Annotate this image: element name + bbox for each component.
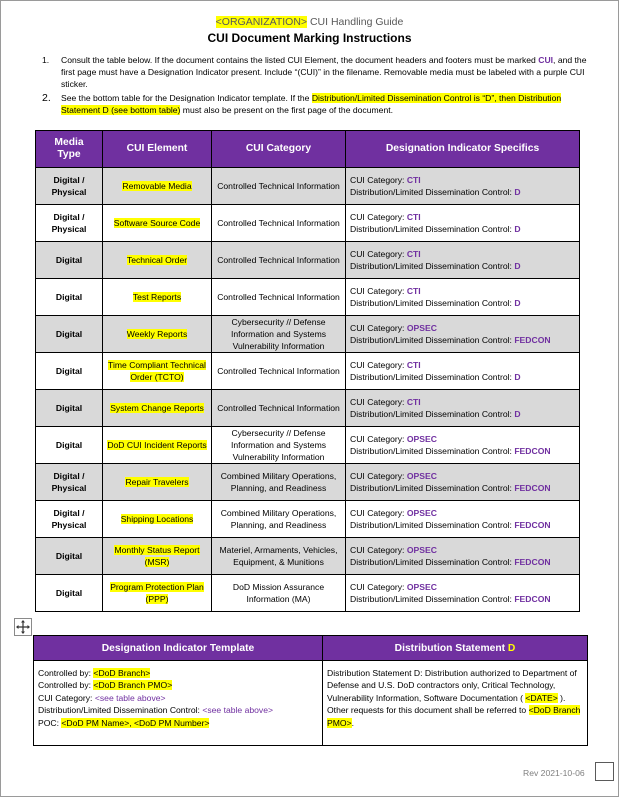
cui-category-cell: Combined Military Operations, Planning, and Readiness xyxy=(212,501,346,538)
cui-element-cell xyxy=(103,575,212,612)
spec-dissemination-value: FEDCON xyxy=(514,483,551,493)
spec-category-value: CTI xyxy=(406,397,421,407)
cui-category-cell: Controlled Technical Information xyxy=(212,353,346,390)
designation-specifics-cell xyxy=(346,205,580,242)
media-type-cell: Digital xyxy=(36,575,103,612)
spec-dissemination-label: Distribution/Limited Dissemination Control: xyxy=(350,224,515,234)
media-type-cell: Digital xyxy=(36,538,103,575)
spec-dissemination-label: Distribution/Limited Dissemination Control: xyxy=(350,520,515,530)
cui-category-cell: Controlled Technical Information xyxy=(212,242,346,279)
cui-category-cell: DoD Mission Assurance Information (MA) xyxy=(212,575,346,612)
cui-element-label: Program Protection Plan (PPP) xyxy=(110,582,204,604)
cui-category-cell: Combined Military Operations, Planning, and Readiness xyxy=(212,464,346,501)
cui-element-label: System Change Reports xyxy=(110,403,204,413)
page-title: CUI Document Marking Instructions xyxy=(207,31,412,45)
cui-element-cell xyxy=(103,205,212,242)
header-designation-specifics: Designation Indicator Specifics xyxy=(346,131,580,168)
spec-category-value: OPSEC xyxy=(406,508,437,518)
cui-element-label: Software Source Code xyxy=(113,218,201,228)
cui-element-cell xyxy=(103,427,212,464)
spec-dissemination-value: D xyxy=(514,372,521,382)
table-row xyxy=(36,575,580,612)
statement-text-c: . xyxy=(351,717,354,728)
media-type-cell: Digital xyxy=(36,242,103,279)
guide-label: CUI Handling Guide xyxy=(309,16,404,28)
cui-category-cell: Controlled Technical Information xyxy=(212,168,346,205)
designation-specifics-cell xyxy=(346,279,580,316)
media-type-cell: Digital xyxy=(36,390,103,427)
table-header-row xyxy=(36,131,580,168)
designation-specifics-cell xyxy=(346,538,580,575)
designation-specifics-cell xyxy=(346,575,580,612)
spec-category-value: OPSEC xyxy=(406,434,437,444)
header-media-type: Media Type xyxy=(36,131,103,168)
spec-dissemination-label: Distribution/Limited Dissemination Control: xyxy=(350,335,515,345)
spec-category-value: CTI xyxy=(406,249,421,259)
cui-element-cell xyxy=(103,316,212,353)
cui-element-label: Technical Order xyxy=(126,255,188,265)
spec-category-label: CUI Category: xyxy=(350,508,407,518)
instruction-2 xyxy=(40,92,595,116)
spec-category-value: CTI xyxy=(406,175,421,185)
controlled-by-pmo: <DoD Branch PMO> xyxy=(93,680,173,691)
instruction-1-text-a: Consult the table below. If the document contains the listed CUI Element, the document headers and footers must be marked xyxy=(61,55,539,65)
cui-element-cell xyxy=(103,464,212,501)
spec-category-label: CUI Category: xyxy=(350,471,407,481)
cui-category-cell: Controlled Technical Information xyxy=(212,279,346,316)
spec-dissemination-label: Distribution/Limited Dissemination Control: xyxy=(350,261,515,271)
spec-dissemination-value: FEDCON xyxy=(514,594,551,604)
instruction-2-highlight: Distribution/Limited Dissemination Control is “D”, then Distribution Statement D (see bottom table) xyxy=(61,93,562,115)
designation-specifics-cell xyxy=(346,427,580,464)
media-type-cell: Digital xyxy=(36,427,103,464)
cui-element-cell xyxy=(103,168,212,205)
table-row xyxy=(36,168,580,205)
designation-specifics-cell xyxy=(346,242,580,279)
media-type-cell: Digital xyxy=(36,316,103,353)
cui-element-label: Shipping Locations xyxy=(120,514,194,524)
spec-dissemination-label: Distribution/Limited Dissemination Control: xyxy=(350,187,515,197)
media-type-cell: Digital / Physical xyxy=(36,168,103,205)
table-move-handle-icon[interactable] xyxy=(14,618,32,636)
cui-element-cell xyxy=(103,501,212,538)
cui-category-cell: Controlled Technical Information xyxy=(212,390,346,427)
spec-dissemination-value: FEDCON xyxy=(514,520,551,530)
distribution-statement-content xyxy=(323,661,588,746)
spec-dissemination-label: Distribution/Limited Dissemination Control: xyxy=(350,298,515,308)
spec-category-label: CUI Category: xyxy=(350,545,407,555)
instruction-list xyxy=(40,54,595,118)
template-content xyxy=(34,661,323,746)
statement-date: <DATE> xyxy=(525,692,558,703)
spec-category-label: CUI Category: xyxy=(350,397,407,407)
cui-category-value: <see table above> xyxy=(94,692,166,703)
controlled-by-label: Controlled by: xyxy=(38,668,94,678)
designation-specifics-cell xyxy=(346,390,580,427)
spec-dissemination-label: Distribution/Limited Dissemination Control: xyxy=(350,594,515,604)
poc-label: POC: xyxy=(38,717,62,728)
statement-pmo: <DoD Branch PMO> xyxy=(327,705,581,728)
designation-specifics-cell xyxy=(346,353,580,390)
cui-element-label: Monthly Status Report (MSR) xyxy=(114,545,200,567)
instruction-1-text-b: , and the first page must have a Designation Indicator present. Include “(CUI)” in the filename. Removable media must be labeled with a purple CUI sticker. xyxy=(61,55,587,89)
spec-category-label: CUI Category: xyxy=(350,212,407,222)
spec-category-value: CTI xyxy=(406,360,421,370)
statement-text-b: ). Other requests for this document shall be referred to xyxy=(327,692,566,716)
cui-element-label: Test Reports xyxy=(132,292,182,302)
distribution-header xyxy=(323,636,588,661)
revision-footer: Rev 2021-10-06 xyxy=(523,768,585,778)
spec-category-value: CTI xyxy=(406,286,421,296)
instruction-1 xyxy=(40,54,595,90)
cui-element-cell xyxy=(103,353,212,390)
table-row xyxy=(36,501,580,538)
spec-dissemination-value: FEDCON xyxy=(514,557,551,567)
spec-dissemination-value: D xyxy=(514,187,521,197)
instruction-1-number: 1. xyxy=(42,55,50,65)
header-cui-element: CUI Element xyxy=(103,131,212,168)
cui-element-label: Time Compliant Technical Order (TCTO) xyxy=(108,360,206,382)
designation-specifics-cell xyxy=(346,168,580,205)
cui-element-label: Weekly Reports xyxy=(126,329,188,339)
distribution-header-label: Distribution Statement xyxy=(394,642,508,654)
spec-category-value: CTI xyxy=(406,212,421,222)
bottom-content-row xyxy=(34,661,588,746)
page-corner-box xyxy=(595,762,614,781)
spec-dissemination-label: Distribution/Limited Dissemination Control: xyxy=(350,446,515,456)
cui-category-cell: Materiel, Armaments, Vehicles, Equipment, & Munitions xyxy=(212,538,346,575)
dissemination-label: Distribution/Limited Dissemination Control: xyxy=(38,705,203,716)
cui-element-label: Removable Media xyxy=(122,181,192,191)
spec-category-value: OPSEC xyxy=(406,582,437,592)
media-type-cell: Digital / Physical xyxy=(36,464,103,501)
media-type-cell: Digital xyxy=(36,353,103,390)
bottom-header-row xyxy=(34,636,588,661)
cui-element-cell xyxy=(103,279,212,316)
table-row xyxy=(36,205,580,242)
spec-category-label: CUI Category: xyxy=(350,323,407,333)
spec-category-label: CUI Category: xyxy=(350,582,407,592)
statement-text-a: Distribution Statement D: Distribution authorized to Department of Defense and U.S. DoD contractors only, Critical Technology, Vulnerability Information, Software Documentation ( xyxy=(327,668,577,703)
designation-specifics-cell xyxy=(346,501,580,538)
spec-dissemination-value: FEDCON xyxy=(514,335,551,345)
cui-marker: CUI xyxy=(538,55,554,65)
media-type-cell: Digital / Physical xyxy=(36,501,103,538)
table-row xyxy=(36,316,580,353)
distribution-header-letter: D xyxy=(507,642,516,654)
spec-category-value: OPSEC xyxy=(406,545,437,555)
media-type-cell: Digital xyxy=(36,279,103,316)
cui-category-cell: Controlled Technical Information xyxy=(212,205,346,242)
table-row xyxy=(36,390,580,427)
spec-category-label: CUI Category: xyxy=(350,175,407,185)
spec-category-label: CUI Category: xyxy=(350,249,407,259)
instruction-2-text-a: See the bottom table for the Designation Indicator template. If the xyxy=(61,93,312,103)
table-row xyxy=(36,427,580,464)
cui-element-cell xyxy=(103,242,212,279)
spec-category-label: CUI Category: xyxy=(350,360,407,370)
spec-dissemination-value: D xyxy=(514,298,521,308)
spec-category-label: CUI Category: xyxy=(350,434,407,444)
poc-value: <DoD PM Name>, <DoD PM Number> xyxy=(61,717,210,728)
cui-category-cell: Cybersecurity // Defense Information and Systems Vulnerability Information xyxy=(212,316,346,353)
cui-marking-table xyxy=(35,130,580,612)
table-row xyxy=(36,538,580,575)
spec-dissemination-value: D xyxy=(514,409,521,419)
media-type-cell: Digital / Physical xyxy=(36,205,103,242)
spec-category-value: OPSEC xyxy=(406,323,437,333)
table-row xyxy=(36,464,580,501)
spec-category-label: CUI Category: xyxy=(350,286,407,296)
designation-specifics-cell xyxy=(346,316,580,353)
cui-category-label: CUI Category: xyxy=(38,692,95,703)
cui-element-label: DoD CUI Incident Reports xyxy=(107,440,207,450)
designation-specifics-cell xyxy=(346,464,580,501)
cui-element-cell xyxy=(103,390,212,427)
template-header: Designation Indicator Template xyxy=(34,636,323,661)
table-row xyxy=(36,242,580,279)
spec-dissemination-label: Distribution/Limited Dissemination Control: xyxy=(350,557,515,567)
spec-dissemination-value: D xyxy=(514,224,521,234)
table-row xyxy=(36,353,580,390)
header-cui-category: CUI Category xyxy=(212,131,346,168)
designation-template-table xyxy=(33,635,588,746)
instruction-2-text-b: must also be present on the first page of the document. xyxy=(180,105,394,115)
table-row xyxy=(36,279,580,316)
spec-category-value: OPSEC xyxy=(406,471,437,481)
org-placeholder: <ORGANIZATION> xyxy=(215,16,308,28)
controlled-by-label: Controlled by: xyxy=(38,680,94,691)
spec-dissemination-value: FEDCON xyxy=(514,446,551,456)
spec-dissemination-label: Distribution/Limited Dissemination Control: xyxy=(350,409,515,419)
instruction-2-number: 2. xyxy=(42,92,51,104)
cui-element-label: Repair Travelers xyxy=(125,477,189,487)
dissemination-value: <see table above> xyxy=(202,705,274,716)
spec-dissemination-label: Distribution/Limited Dissemination Control: xyxy=(350,372,515,382)
controlled-by-branch: <DoD Branch> xyxy=(93,668,151,678)
spec-dissemination-value: D xyxy=(514,261,521,271)
cui-category-cell: Cybersecurity // Defense Information and Systems Vulnerability Information xyxy=(212,427,346,464)
guide-header xyxy=(0,16,619,28)
spec-dissemination-label: Distribution/Limited Dissemination Control: xyxy=(350,483,515,493)
cui-element-cell xyxy=(103,538,212,575)
